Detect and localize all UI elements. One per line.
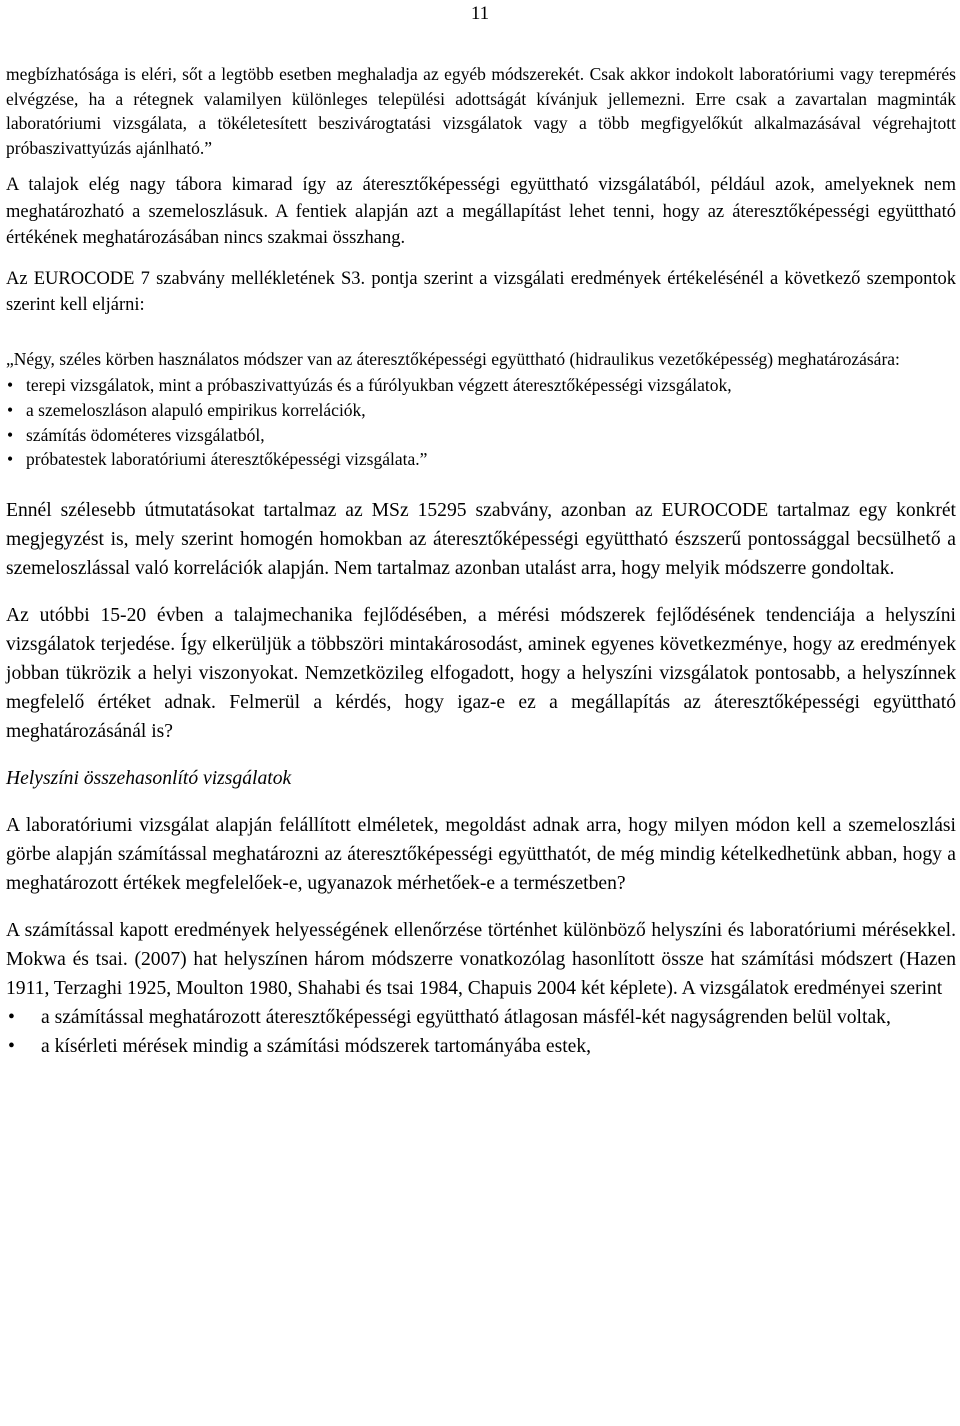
paragraph-8: A számítással kapott eredmények helyességének ellenőrzése történhet különböző helyszíni és laboratóriumi mérésekkel. Mokwa és tsai. (2007) hat helyszínen három módszerre vonatkozólag hasonlított össze hat számítási módszert (Hazen 1911, Terzaghi 1925, Moulton 1980, Shahabi és tsai 1984, Chapuis 2004 két képlete). A vizsgálatok eredményei szerint xyxy=(6,919,956,999)
quote-intro: „Négy, széles körben használatos módszer van az áteresztőképességi együttható (hidraulikus vezetőképesség) meghatározására: xyxy=(6,348,900,369)
paragraph-7: A laboratóriumi vizsgálat alapján felállított elméletek, megoldást adnak arra, hogy milyen módon kell a szemeloszlási görbe alapján számítással meghatározni az áteresztőképességi együtthatót, de még mindig kételkedhetünk abban, hogy a meghatározott értékek megfelelőek-e, ugyanazok mérhetőek-e a természetben? xyxy=(6,814,956,894)
paragraph-3: Az EUROCODE 7 szabvány mellékletének S3. pontja szerint a vizsgálati eredmények értékelésénél a következő szempontok szerint kell eljárni: xyxy=(6,268,956,316)
methods-list xyxy=(6,373,956,471)
paragraph-5: Ennél szélesebb útmutatásokat tartalmaz az MSz 15295 szabvány, azonban az EUROCODE tartalmaz egy konkrét megjegyzést is, mely szerint homogén homokban az áteresztőképességi együttható észszerű pontossággal becsülhető a szemeloszlással való korrelációk alapján. Nem tartalmaz azonban utalást arra, hogy melyik módszerre gondoltak. xyxy=(6,499,956,579)
list-item: • terepi vizsgálatok, mint a próbaszivattyúzás és a fúrólyukban végzett áteresztőképességi vizsgálatok, xyxy=(6,373,956,398)
paragraph-6: Az utóbbi 15-20 évben a talajmechanika fejlődésében, a mérési módszerek fejlődésének tendenciája a helyszíni vizsgálatok terjedése. Így elkerüljük a többszöri mintakárosodást, aminek egyenes következménye, hogy az eredmények jobban tükrözik a helyi viszonyokat. Nemzetközileg elfogadott, hogy a helyszíni vizsgálatok pontosabb, a helyszínnek megfelelő értéket adnak. Felmerül a kérdés, hogy igaz-e ez a megállapítás az áteresztőképességi együttható meghatározásánál is? xyxy=(6,604,956,742)
list-item: • a számítással meghatározott áteresztőképességi együttható átlagosan másfél-két nagyságrenden belül voltak, xyxy=(6,1003,956,1032)
paragraph-1: megbízhatósága is eléri, sőt a legtöbb esetben meghaladja az egyéb módszerekét. Csak akkor indokolt laboratóriumi vagy terepmérés elvégzése, ha a rétegnek valamilyen különleges települési adottságát kívánjuk jellemezni. Erre csak a zavartalan magminták laboratóriumi vizsgálata, a tökéletesített beszivárogtatási vizsgálatok vagy a több megfigyelőkút alkalmazásával végrehajtott próbaszivattyúzás ajánlható.” xyxy=(6,64,956,158)
list-item: • a szemeloszláson alapuló empirikus korrelációk, xyxy=(6,398,956,423)
list-item: • próbatestek laboratóriumi áteresztőképességi vizsgálata.” xyxy=(6,447,956,472)
page-number: 11 xyxy=(470,3,490,24)
list-item: • a kísérleti mérések mindig a számítási módszerek tartományába estek, xyxy=(6,1032,956,1061)
list-item: • számítás ödométeres vizsgálatból, xyxy=(6,423,956,448)
page-body xyxy=(6,62,956,1061)
results-list xyxy=(6,1003,956,1061)
paragraph-2: A talajok elég nagy tábora kimarad így az áteresztőképességi együttható vizsgálatából, például azok, amelyeknek nem meghatározható a szemeloszlásuk. A fentiek alapján azt a megállapítást lehet tenni, hogy az áteresztőképességi együttható értékének meghatározásában nincs szakmai összhang. xyxy=(6,175,956,249)
section-heading: Helyszíni összehasonlító vizsgálatok xyxy=(6,767,292,789)
